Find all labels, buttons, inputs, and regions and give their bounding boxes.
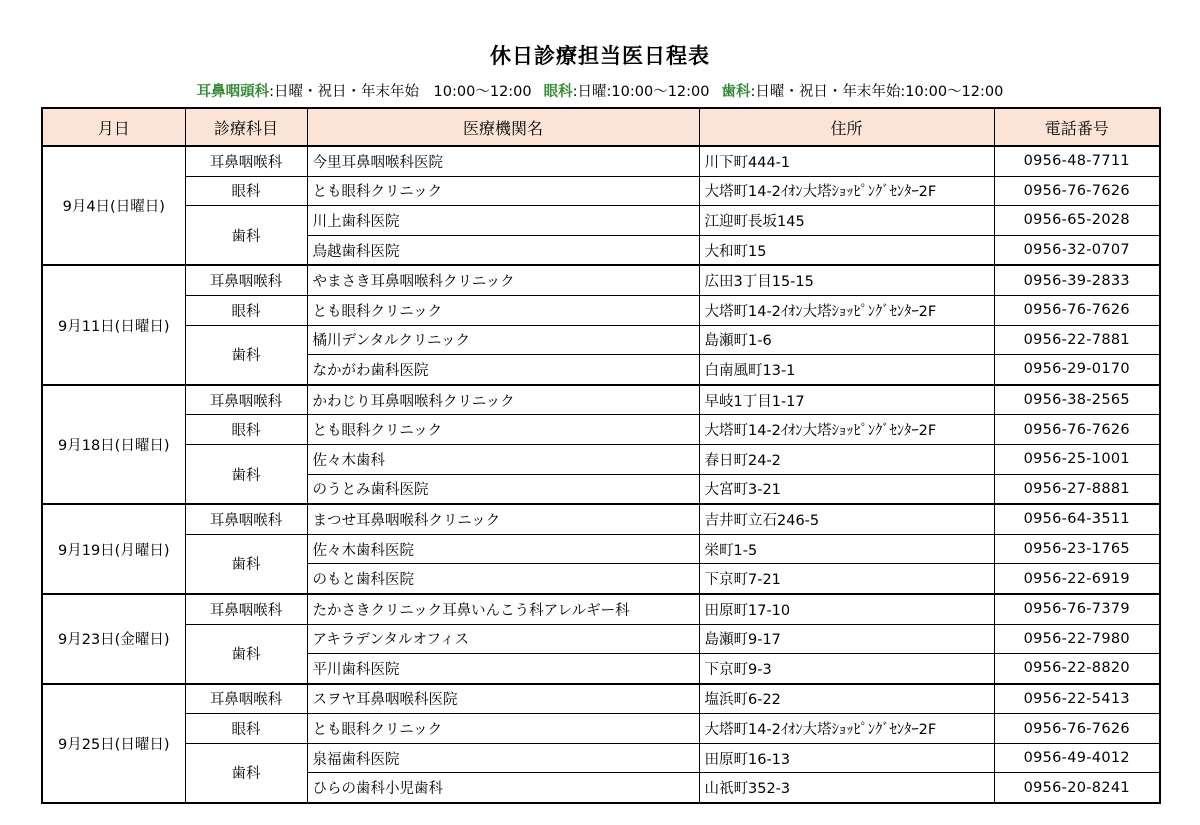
dept-cell: 眼科 — [185, 176, 307, 206]
phone-cell: 0956-76-7379 — [994, 594, 1160, 624]
clinic-name-cell: 佐々木歯科 — [307, 444, 699, 474]
address-cell: 下京町9-3 — [699, 654, 994, 684]
phone-cell: 0956-22-5413 — [994, 684, 1160, 714]
address-cell: 島瀬町1-6 — [699, 325, 994, 355]
clinic-name-cell: のもと歯科医院 — [307, 564, 699, 594]
dept-cell: 眼科 — [185, 714, 307, 744]
phone-cell: 0956-27-8881 — [994, 474, 1160, 504]
table-row — [42, 295, 1160, 325]
date-cell: 9月4日(日曜日) — [42, 146, 185, 265]
phone-cell: 0956-20-8241 — [994, 773, 1160, 803]
clinic-name-cell: 佐々木歯科医院 — [307, 534, 699, 564]
address-cell: 江迎町長坂145 — [699, 206, 994, 236]
table-row — [42, 206, 1160, 236]
address-cell: 広田3丁目15-15 — [699, 265, 994, 295]
address-cell: 大塔町14-2ｲｵﾝ大塔ｼｮｯﾋﾟﾝｸﾞｾﾝﾀｰ2F — [699, 714, 994, 744]
dept-cell: 歯科 — [185, 534, 307, 594]
schedule-table — [41, 107, 1161, 804]
dept-cell: 耳鼻咽喉科 — [185, 146, 307, 176]
table-row — [42, 146, 1160, 176]
address-cell: 早岐1丁目1-17 — [699, 385, 994, 415]
dental-hours-text: :日曜・祝日・年末年始:10:00〜12:00 — [750, 84, 1004, 100]
consultation-hours — [0, 80, 1200, 101]
dept-cell: 歯科 — [185, 325, 307, 385]
phone-cell: 0956-22-6919 — [994, 564, 1160, 594]
table-row — [42, 176, 1160, 206]
dept-cell: 歯科 — [185, 444, 307, 504]
header-name: 医療機関名 — [307, 108, 699, 146]
phone-cell: 0956-25-1001 — [994, 444, 1160, 474]
table-row — [42, 714, 1160, 744]
dept-cell: 歯科 — [185, 624, 307, 684]
schedule-body — [42, 146, 1160, 803]
address-cell: 川下町444-1 — [699, 146, 994, 176]
address-cell: 大和町15 — [699, 235, 994, 265]
table-row — [42, 534, 1160, 564]
clinic-name-cell: 橘川デンタルクリニック — [307, 325, 699, 355]
phone-cell: 0956-48-7711 — [994, 146, 1160, 176]
address-cell: 山祇町352-3 — [699, 773, 994, 803]
table-row — [42, 594, 1160, 624]
address-cell: 島瀬町9-17 — [699, 624, 994, 654]
table-row — [42, 415, 1160, 445]
table-row — [42, 385, 1160, 415]
page-title: 休日診療担当医日程表 — [490, 44, 710, 68]
address-cell: 田原町16-13 — [699, 743, 994, 773]
header-row — [42, 108, 1160, 146]
dept-cell: 耳鼻咽喉科 — [185, 504, 307, 534]
dept-cell: 耳鼻咽喉科 — [185, 684, 307, 714]
clinic-name-cell: ひらの歯科小児歯科 — [307, 773, 699, 803]
address-cell: 春日町24-2 — [699, 444, 994, 474]
phone-cell: 0956-76-7626 — [994, 714, 1160, 744]
phone-cell: 0956-65-2028 — [994, 206, 1160, 236]
address-cell: 大宮町3-21 — [699, 474, 994, 504]
address-cell: 田原町17-10 — [699, 594, 994, 624]
clinic-name-cell: 平川歯科医院 — [307, 654, 699, 684]
address-cell: 大塔町14-2ｲｵﾝ大塔ｼｮｯﾋﾟﾝｸﾞｾﾝﾀｰ2F — [699, 295, 994, 325]
dept-cell: 歯科 — [185, 206, 307, 266]
date-cell: 9月18日(日曜日) — [42, 385, 185, 504]
header-phone: 電話番号 — [994, 108, 1160, 146]
clinic-name-cell: かわじり耳鼻咽喉科クリニック — [307, 385, 699, 415]
clinic-name-cell: たかさきクリニック耳鼻いんこう科アレルギー科 — [307, 594, 699, 624]
clinic-name-cell: とも眼科クリニック — [307, 295, 699, 325]
address-cell: 大塔町14-2ｲｵﾝ大塔ｼｮｯﾋﾟﾝｸﾞｾﾝﾀｰ2F — [699, 415, 994, 445]
header-dept: 診療科目 — [185, 108, 307, 146]
address-cell: 下京町7-21 — [699, 564, 994, 594]
date-cell: 9月19日(月曜日) — [42, 504, 185, 594]
phone-cell: 0956-29-0170 — [994, 355, 1160, 385]
phone-cell: 0956-39-2833 — [994, 265, 1160, 295]
clinic-name-cell: なかがわ歯科医院 — [307, 355, 699, 385]
ent-hours-label: 耳鼻咽頭科 — [196, 84, 270, 100]
header-address: 住所 — [699, 108, 994, 146]
clinic-name-cell: スヲヤ耳鼻咽喉科医院 — [307, 684, 699, 714]
date-cell: 9月25日(日曜日) — [42, 684, 185, 803]
table-row — [42, 325, 1160, 355]
phone-cell: 0956-22-7881 — [994, 325, 1160, 355]
date-cell: 9月11日(日曜日) — [42, 265, 185, 384]
clinic-name-cell: とも眼科クリニック — [307, 176, 699, 206]
date-cell: 9月23日(金曜日) — [42, 594, 185, 684]
table-row — [42, 624, 1160, 654]
table-row — [42, 504, 1160, 534]
clinic-name-cell: 今里耳鼻咽喉科医院 — [307, 146, 699, 176]
address-cell: 大塔町14-2ｲｵﾝ大塔ｼｮｯﾋﾟﾝｸﾞｾﾝﾀｰ2F — [699, 176, 994, 206]
phone-cell: 0956-23-1765 — [994, 534, 1160, 564]
clinic-name-cell: 川上歯科医院 — [307, 206, 699, 236]
dept-cell: 耳鼻咽喉科 — [185, 594, 307, 624]
phone-cell: 0956-76-7626 — [994, 415, 1160, 445]
clinic-name-cell: アキラデンタルオフィス — [307, 624, 699, 654]
address-cell: 塩浜町6-22 — [699, 684, 994, 714]
dept-cell: 眼科 — [185, 415, 307, 445]
clinic-name-cell: とも眼科クリニック — [307, 415, 699, 445]
table-row — [42, 444, 1160, 474]
clinic-name-cell: まつせ耳鼻咽喉科クリニック — [307, 504, 699, 534]
clinic-name-cell: のうとみ歯科医院 — [307, 474, 699, 504]
phone-cell: 0956-32-0707 — [994, 235, 1160, 265]
address-cell: 白南風町13-1 — [699, 355, 994, 385]
dept-cell: 歯科 — [185, 743, 307, 803]
phone-cell: 0956-38-2565 — [994, 385, 1160, 415]
eye-hours-label: 眼科 — [543, 84, 573, 100]
table-row — [42, 743, 1160, 773]
phone-cell: 0956-76-7626 — [994, 176, 1160, 206]
clinic-name-cell: 鳥越歯科医院 — [307, 235, 699, 265]
clinic-name-cell: 泉福歯科医院 — [307, 743, 699, 773]
dept-cell: 眼科 — [185, 295, 307, 325]
eye-hours-text: :日曜:10:00〜12:00 — [572, 84, 710, 100]
dental-hours-label: 歯科 — [721, 84, 751, 100]
ent-hours-text: :日曜・祝日・年末年始 10:00〜12:00 — [269, 84, 532, 100]
table-row — [42, 265, 1160, 295]
phone-cell: 0956-22-8820 — [994, 654, 1160, 684]
clinic-name-cell: とも眼科クリニック — [307, 714, 699, 744]
clinic-name-cell: やまさき耳鼻咽喉科クリニック — [307, 265, 699, 295]
address-cell: 吉井町立石246-5 — [699, 504, 994, 534]
dept-cell: 耳鼻咽喉科 — [185, 385, 307, 415]
phone-cell: 0956-49-4012 — [994, 743, 1160, 773]
dept-cell: 耳鼻咽喉科 — [185, 265, 307, 295]
header-date: 月日 — [42, 108, 185, 146]
phone-cell: 0956-22-7980 — [994, 624, 1160, 654]
table-row — [42, 684, 1160, 714]
address-cell: 栄町1-5 — [699, 534, 994, 564]
phone-cell: 0956-64-3511 — [994, 504, 1160, 534]
phone-cell: 0956-76-7626 — [994, 295, 1160, 325]
